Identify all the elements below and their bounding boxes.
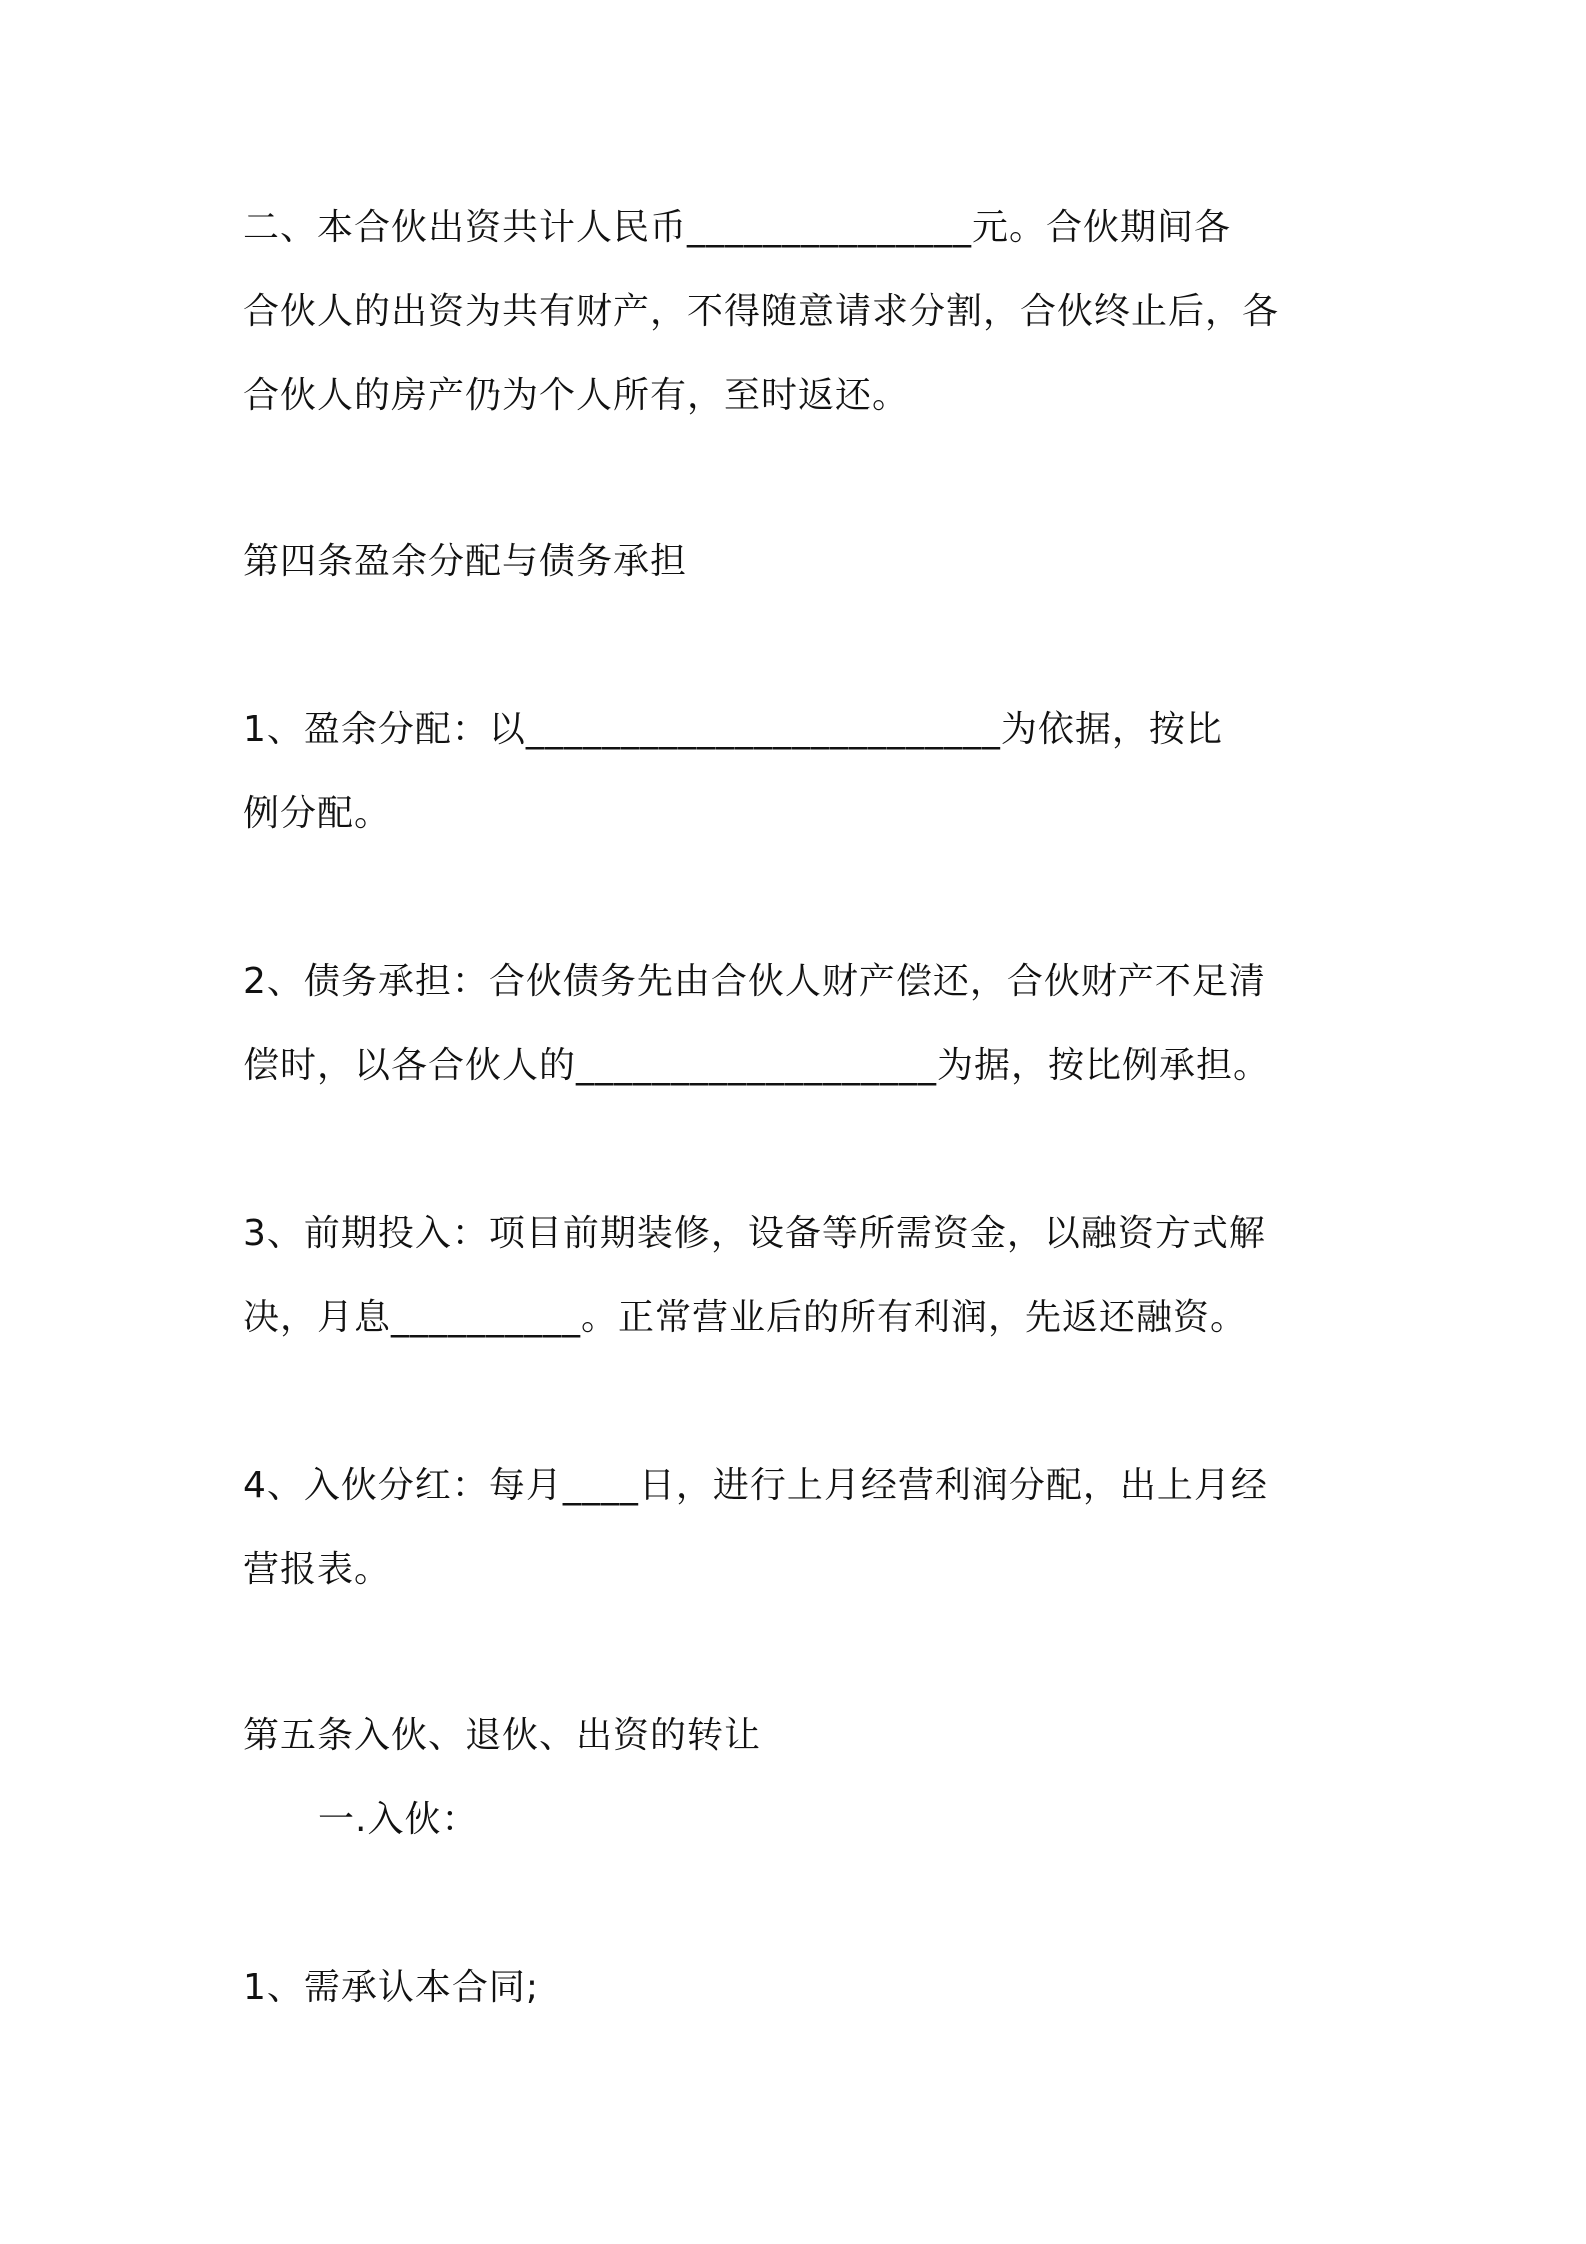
section-join-heading: 一.入伙：: [318, 1799, 479, 1840]
clause-2-line-1: 二、本合伙出资共计人民币_______________元。合伙期间各: [243, 207, 1232, 248]
article-4-heading: 第四条盈余分配与债务承担: [243, 541, 688, 582]
join-item-1: 1、需承认本合同;: [243, 1967, 540, 2008]
clause-2-line-2: 合伙人的出资为共有财产，不得随意请求分割，合伙终止后，各: [243, 291, 1280, 332]
item-3-line-1: 3、前期投入：项目前期装修，设备等所需资金，以融资方式解: [243, 1213, 1266, 1254]
item-1-line-2: 例分配。: [243, 793, 392, 834]
item-2-line-1: 2、债务承担：合伙债务先由合伙人财产偿还，合伙财产不足清: [243, 961, 1266, 1002]
item-4-line-2: 营报表。: [243, 1549, 392, 1590]
article-5-heading: 第五条入伙、退伙、出资的转让: [243, 1715, 762, 1756]
item-3-line-2: 决，月息__________。正常营业后的所有利润，先返还融资。: [243, 1297, 1248, 1338]
item-1-line-1: 1、盈余分配：以_________________________为依据，按比: [243, 709, 1223, 750]
item-4-line-1: 4、入伙分红：每月____日，进行上月经营利润分配，出上月经: [243, 1465, 1268, 1506]
clause-2-line-3: 合伙人的房产仍为个人所有，至时返还。: [243, 375, 910, 416]
item-2-line-2: 偿时，以各合伙人的___________________为据，按比例承担。: [243, 1045, 1271, 1086]
